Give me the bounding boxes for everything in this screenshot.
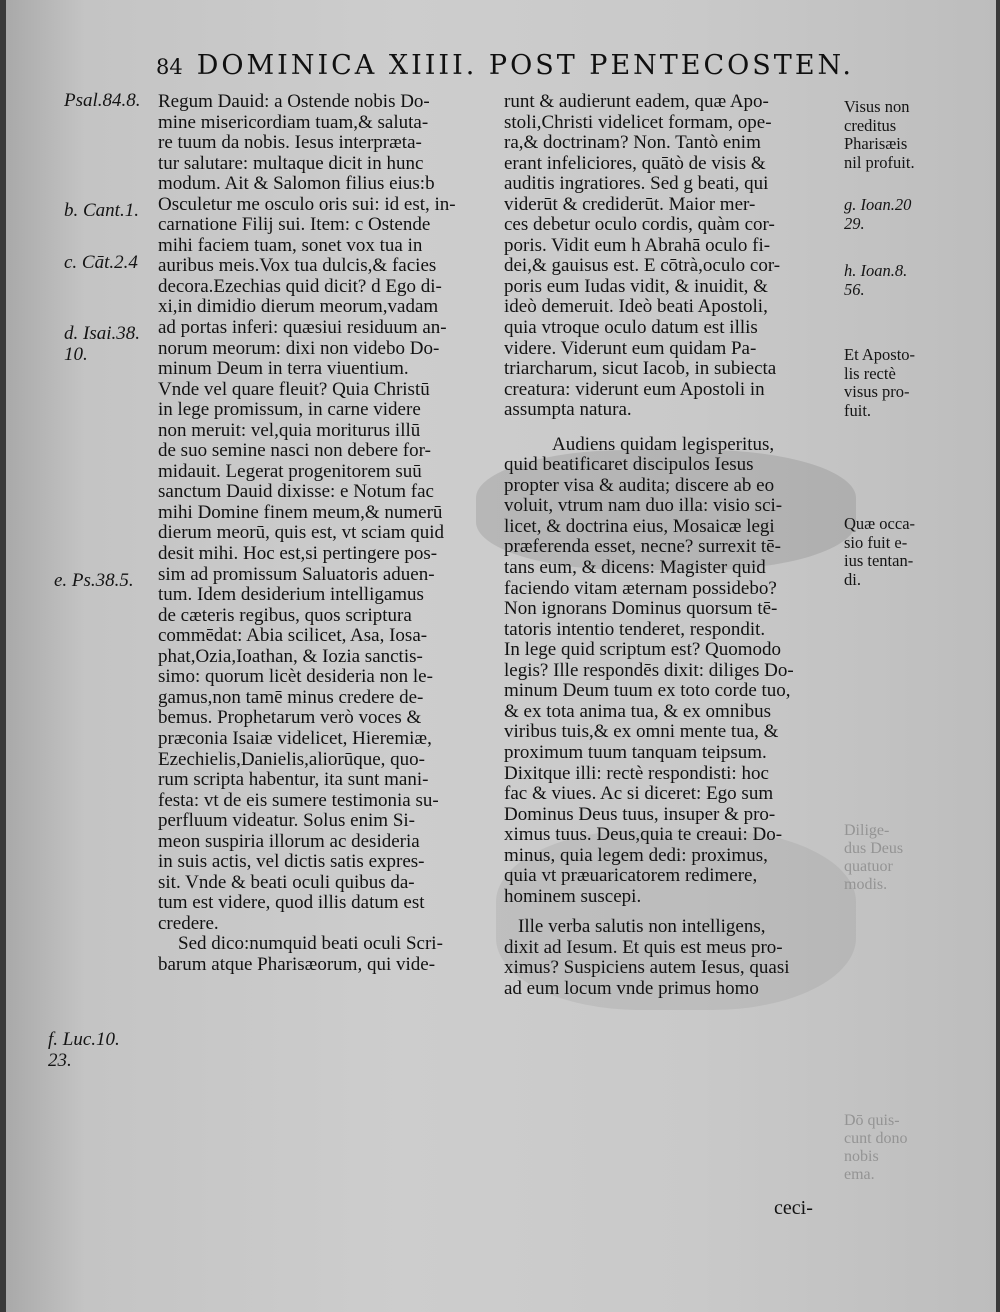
text-line: barum atque Pharisæorum, qui vide- xyxy=(158,954,436,975)
text-line: credere. xyxy=(158,913,219,934)
text-line: assumpta natura. xyxy=(504,400,632,421)
text-column-right xyxy=(504,92,842,1000)
note-line: modis. xyxy=(844,876,888,893)
text-line: præferenda esset, necne? surrexit tē- xyxy=(504,537,781,558)
text-line: xi,in dimidio dierum meorum,vadam xyxy=(158,297,439,318)
text-line: mihi Domine finem meum,& numerū xyxy=(158,502,443,523)
text-line: Audiens quidam legisperitus, xyxy=(552,434,775,455)
text-line: stoli,Christi videlicet formam, ope- xyxy=(504,112,772,133)
text-line: propter visa & audita; discere ab eo xyxy=(504,475,775,496)
text-line: quia vt præuaricatorem redimere, xyxy=(504,866,758,887)
note-line: ema. xyxy=(844,1166,875,1183)
text-line: In lege quid scriptum est? Quomodo xyxy=(504,640,782,661)
text-line: modum. Ait & Salomon filius eius:b xyxy=(158,174,435,195)
text-line: minum Deum in terra viuentium. xyxy=(158,359,409,380)
text-line: re tuum da nobis. Iesus interpræta- xyxy=(158,133,422,154)
text-line: & ex tota anima tua, & ex omnibus xyxy=(504,701,772,722)
text-line: hominem suscepi. xyxy=(504,886,642,907)
text-line: desit mihi. Hoc est,si pertingere pos- xyxy=(158,544,438,565)
text-line: Ille verba salutis non intelligens, xyxy=(518,917,766,938)
text-line: carnatione Filij sui. Item: c Ostende xyxy=(158,215,431,236)
text-line: in suis actis, vel dictis satis expres- xyxy=(158,852,425,873)
margin-note-left: Psal.84.8. xyxy=(64,90,141,111)
text-line: auribus meis.Vox tua dulcis,& facies xyxy=(158,256,437,277)
note-line: Quæ occa- xyxy=(844,514,916,533)
book-page xyxy=(6,0,996,1312)
text-line: quid beatificaret discipulos Iesus xyxy=(504,455,754,476)
text-line: ces debetur oculo cordis, quàm cor- xyxy=(504,215,775,236)
note-line: dus Deus xyxy=(844,840,904,857)
text-line: Dominus Deus tuus, insuper & pro- xyxy=(504,804,776,825)
text-line: poris eum Iudas vidit, & inuidit, & xyxy=(504,276,768,297)
text-line: mine misericordiam tuam,& saluta- xyxy=(158,112,429,133)
text-line: gamus,non tamē minus credere de- xyxy=(158,687,424,708)
note-line: ius tentan- xyxy=(844,551,914,570)
text-line: fac & viues. Ac si diceret: Ego sum xyxy=(504,784,774,805)
text-line: de cæteris regibus, quos scriptura xyxy=(158,605,412,626)
text-line: dei,& gauisus est. E cōtrà,oculo cor- xyxy=(504,256,781,277)
text-line: non meruit: vel,quia moriturus illū xyxy=(158,420,421,441)
margin-note-left: c. Cāt.2.4 xyxy=(64,252,138,273)
text-line: Non ignorans Dominus quorsum tē- xyxy=(504,599,778,620)
text-line: ideò demeruit. Ideò beati Apostoli, xyxy=(504,297,768,318)
margin-note-right xyxy=(844,196,911,233)
note-line: visus pro- xyxy=(844,382,910,401)
text-line: Ezechielis,Danielis,aliorūque, quo- xyxy=(158,749,425,770)
text-line: rum scripta habentur, ita sunt mani- xyxy=(158,770,429,791)
note-line: di. xyxy=(844,569,861,589)
margin-note-left: 23. xyxy=(48,1050,72,1071)
text-line: meon suspiria illorum ac desideria xyxy=(158,831,420,852)
margin-note-left: f. Luc.10. xyxy=(48,1029,120,1050)
text-line: minus, quia legem dedi: proximus, xyxy=(504,845,768,866)
text-line: ad eum locum vnde primus homo xyxy=(504,978,759,999)
paragraph-gap xyxy=(504,421,842,435)
text-line: licet, & doctrina eius, Mosaicæ legi xyxy=(504,516,775,537)
margin-note-left: e. Ps.38.5. xyxy=(54,570,134,591)
text-line: festa: vt de eis sumere testimonia su- xyxy=(158,790,439,811)
margin-note-right xyxy=(844,515,915,589)
margin-note-right xyxy=(844,346,915,420)
note-line: nobis xyxy=(844,1148,879,1165)
text-line: de suo semine nasci non debere for- xyxy=(158,441,431,462)
text-line: sit. Vnde & beati oculi quibus da- xyxy=(158,872,415,893)
note-line: nil profuit. xyxy=(844,152,915,172)
note-line: fuit. xyxy=(844,400,872,420)
margin-note-right xyxy=(844,262,907,299)
note-line: Dō quis- xyxy=(844,1112,900,1129)
text-line: erant infeliciores, quātò de visis & xyxy=(504,153,766,174)
margin-note-left: b. Cant.1. xyxy=(64,200,139,221)
text-line: tans eum, & dicens: Magister quid xyxy=(504,558,766,579)
text-line: minum Deum tuum ex toto corde tuo, xyxy=(504,681,791,702)
margin-note-right xyxy=(844,98,915,172)
note-line: Et Aposto- xyxy=(844,345,916,364)
text-line: Regum Dauid: a Ostende nobis Do- xyxy=(158,92,430,112)
text-line: faciendo vitam æternam possidebo? xyxy=(504,578,777,599)
text-line: tum. Idem desiderium intelligamus xyxy=(158,585,424,606)
text-line: bemus. Prophetarum verò voces & xyxy=(158,708,422,729)
text-line: Osculetur me osculo oris sui: id est, in- xyxy=(158,194,456,215)
catchword: ceci- xyxy=(774,1197,813,1219)
note-line: sio fuit e- xyxy=(844,532,908,552)
margin-note-left: 10. xyxy=(64,344,88,365)
note-line: Visus non xyxy=(844,97,910,116)
text-line: Sed dico:numquid beati oculi Scri- xyxy=(178,934,443,955)
note-line: creditus xyxy=(844,115,897,135)
running-head xyxy=(156,50,855,90)
text-line: proximum tuum tanquam teipsum. xyxy=(504,742,767,763)
note-line: quatuor xyxy=(844,858,893,875)
text-line: sim ad promissum Saluatoris aduen- xyxy=(158,564,435,585)
text-line: auditis ingratiores. Sed g beati, qui xyxy=(504,174,769,195)
note-line: cunt dono xyxy=(844,1130,908,1147)
text-line: decora.Ezechias quid dicit? d Ego di- xyxy=(158,276,442,297)
text-line: voluit, vtrum nam duo illa: visio sci- xyxy=(504,496,783,517)
text-line: poris. Vidit eum h Abrahā oculo fi- xyxy=(504,235,771,256)
text-line: phat,Ozia,Ioathan, & Iozia sanctis- xyxy=(158,646,423,667)
text-line: commēdat: Abia scilicet, Asa, Iosa- xyxy=(158,626,428,647)
text-line: dixit ad Iesum. Et quis est meus pro- xyxy=(504,937,783,958)
paragraph-gap xyxy=(504,907,842,917)
note-line: g. Ioan.20 xyxy=(844,195,912,214)
text-column-left xyxy=(158,92,480,976)
text-line: runt & audierunt eadem, quæ Apo- xyxy=(504,92,769,112)
text-line: præconia Isaiæ videlicet, Hieremiæ, xyxy=(158,728,432,749)
note-line: Dilige- xyxy=(844,822,890,839)
bleed-through-note xyxy=(844,822,903,894)
text-line: tatoris intentio tenderet, respondit. xyxy=(504,619,766,640)
text-line: in lege promissum, in carne videre xyxy=(158,400,421,421)
text-line: dierum meorū, quis est, vt sciam quid xyxy=(158,523,445,544)
note-line: lis rectè xyxy=(844,363,896,383)
text-line: midauit. Legerat progenitorem suū xyxy=(158,461,422,482)
note-line: h. Ioan.8. xyxy=(844,261,908,280)
note-line: 56. xyxy=(844,279,865,299)
text-line: ximus? Suspiciens autem Iesus, quasi xyxy=(504,958,790,979)
note-line: Pharisæis xyxy=(844,134,908,153)
text-line: sanctum Dauid dixisse: e Notum fac xyxy=(158,482,434,503)
text-line: legis? Ille respondēs dixit: diliges Do- xyxy=(504,660,794,681)
text-line: mihi faciem tuam, sonet vox tua in xyxy=(158,235,423,256)
text-line: Dixitque illi: rectè respondisti: hoc xyxy=(504,763,769,784)
text-line: viderūt & crediderūt. Maior mer- xyxy=(504,194,756,215)
text-line: Vnde vel quare fleuit? Quia Christū xyxy=(158,379,430,400)
text-line: norum meorum: dixi non videbo Do- xyxy=(158,338,440,359)
text-line: triarcharum, sicut Iacob, in subiecta xyxy=(504,359,777,380)
text-line: viribus tuis,& ex omni mente tua, & xyxy=(504,722,779,743)
text-line: ra,& doctrinam? Non. Tantò enim xyxy=(504,133,761,154)
text-line: videre. Viderunt eum quidam Pa- xyxy=(504,338,757,359)
text-line: ad portas inferi: quæsiui residuum an- xyxy=(158,318,447,339)
text-line: creatura: viderunt eum Apostoli in xyxy=(504,379,765,400)
text-line: quia vtroque oculo datum est illis xyxy=(504,318,758,339)
text-line: simo: quorum licèt desideria non le- xyxy=(158,667,433,688)
margin-note-left: d. Isai.38. xyxy=(64,323,140,344)
bleed-through-note xyxy=(844,1112,908,1184)
text-line: ximus tuus. Deus,quia te creaui: Do- xyxy=(504,825,783,846)
text-line: tur salutare: multaque dicit in hunc xyxy=(158,153,424,174)
page-number: 84 xyxy=(156,55,183,79)
text-line: perfluum videatur. Solus enim Si- xyxy=(158,811,416,832)
running-title: DOMINICA XIIII. POST PENTECOSTEN. xyxy=(196,50,855,81)
note-line: 29. xyxy=(844,213,865,233)
text-line: tum est videre, quod illis datum est xyxy=(158,893,425,914)
